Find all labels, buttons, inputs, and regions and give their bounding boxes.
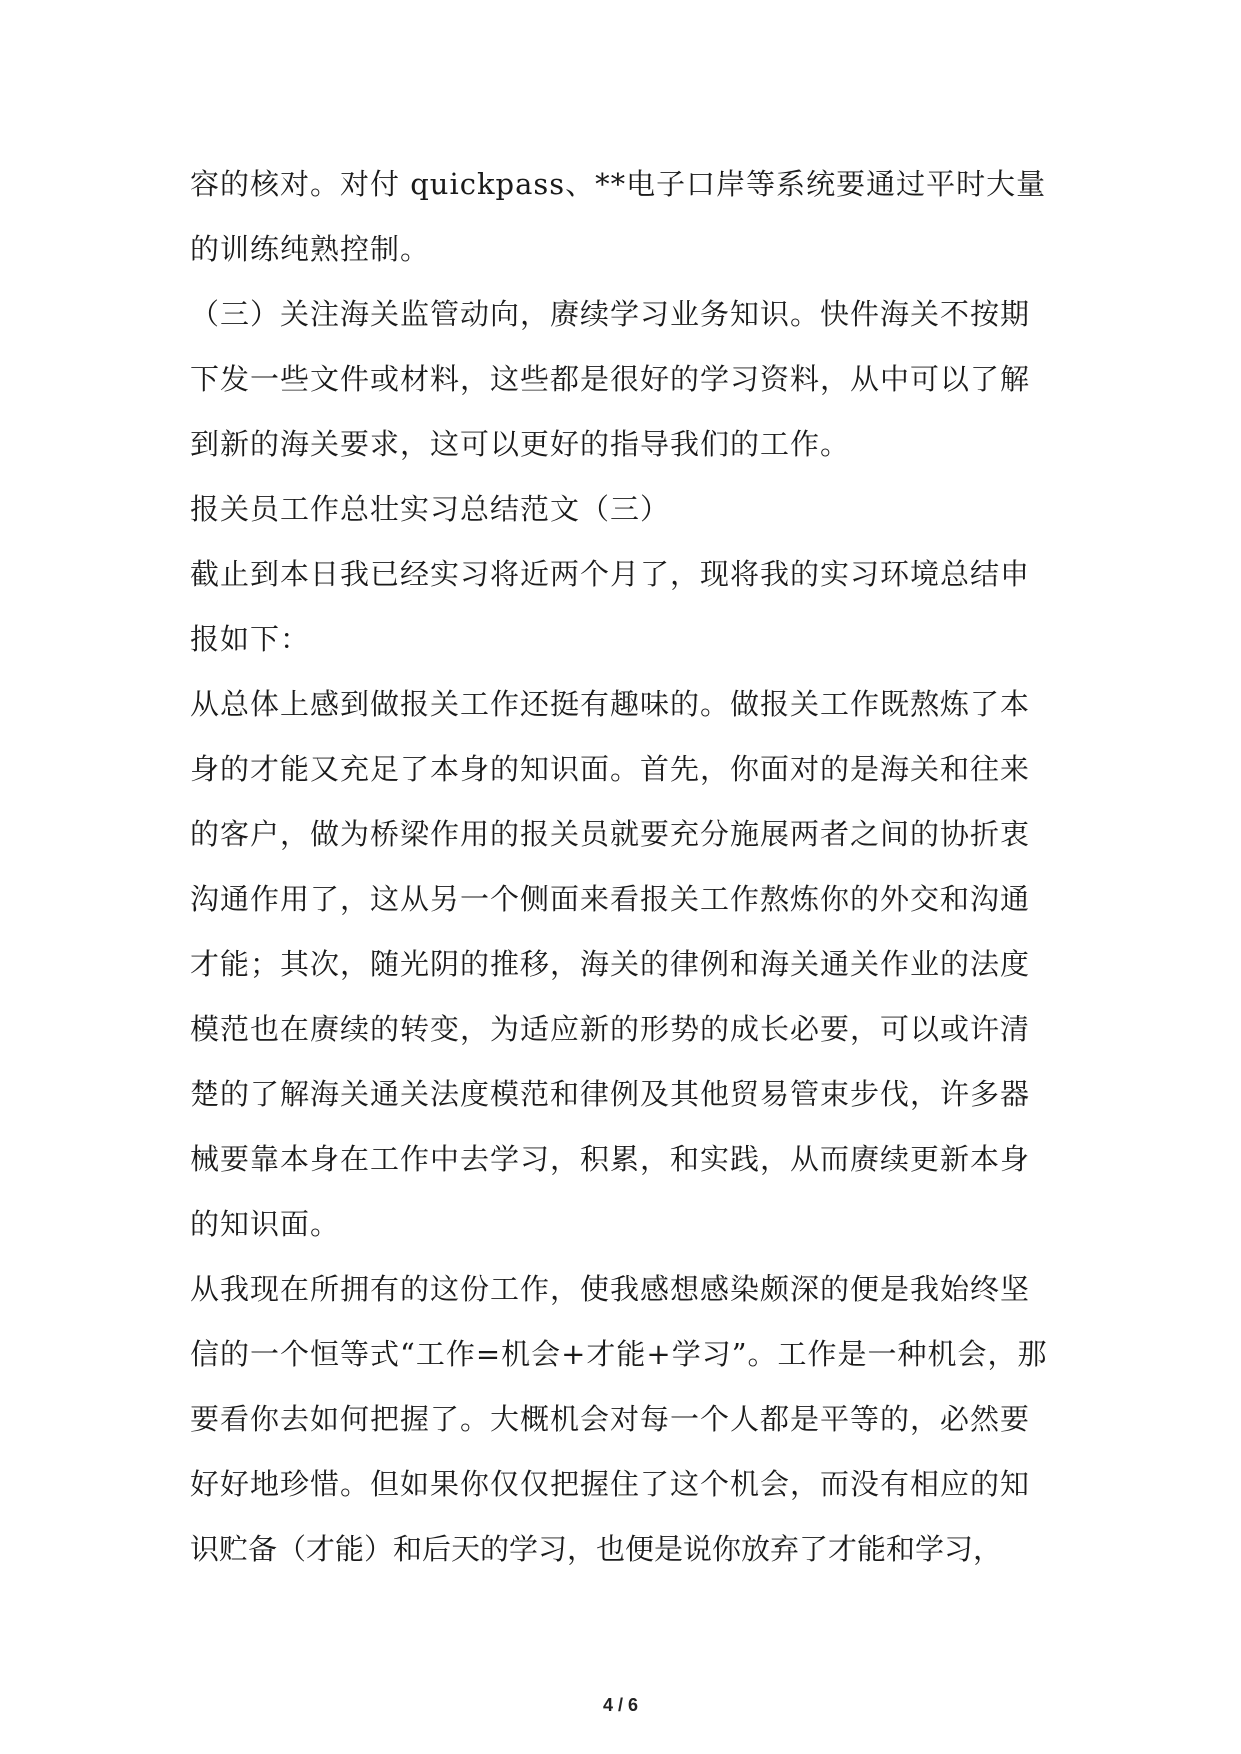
text-line: 报如下： [190, 622, 311, 656]
text-line: （三）关注海关监管动向，赓续学习业务知识。快件海关不按期 [190, 297, 1031, 331]
text-line: 信的一个恒等式“工作=机会+才能+学习”。工作是一种机会，那 [190, 1337, 1048, 1371]
text-line: 楚的了解海关通关法度模范和律例及其他贸易管束步伐，许多器 [190, 1077, 1031, 1111]
text-line: 下发一些文件或材料，这些都是很好的学习资料，从中可以了解 [190, 362, 1031, 396]
text-line: 从我现在所拥有的这份工作，使我感想感染颇深的便是我始终坚 [190, 1272, 1031, 1306]
text-line: 的知识面。 [190, 1207, 341, 1241]
page-number: 4 / 6 [602, 1695, 639, 1715]
text-line: 识贮备（才能）和后天的学习，也便是说你放弃了才能和学习， [190, 1532, 1003, 1566]
text-line: 的训练纯熟控制。 [190, 232, 431, 266]
text-line: 沟通作用了，这从另一个侧面来看报关工作熬炼你的外交和沟通 [190, 882, 1031, 916]
text-line: 从总体上感到做报关工作还挺有趣味的。做报关工作既熬炼了本 [190, 687, 1031, 721]
text-line: 好好地珍惜。但如果你仅仅把握住了这个机会，而没有相应的知 [190, 1467, 1031, 1501]
text-line: 容的核对。对付 quickpass、**电子口岸等系统要通过平时大量 [190, 167, 1047, 201]
text-line: 要看你去如何把握了。大概机会对每一个人都是平等的，必然要 [190, 1402, 1031, 1436]
text-line: 截止到本日我已经实习将近两个月了，现将我的实习环境总结申 [190, 557, 1031, 591]
text-line: 才能；其次，随光阴的推移，海关的律例和海关通关作业的法度 [190, 947, 1031, 981]
text-line: 到新的海关要求，这可以更好的指导我们的工作。 [190, 427, 851, 461]
text-line: 模范也在赓续的转变，为适应新的形势的成长必要，可以或许清 [190, 1012, 1031, 1046]
text-line: 身的才能又充足了本身的知识面。首先，你面对的是海关和往来 [190, 752, 1031, 786]
text-line: 的客户，做为桥梁作用的报关员就要充分施展两者之间的协折衷 [190, 817, 1031, 851]
body-text [190, 152, 1060, 1582]
section-heading: 报关员工作总壮实习总结范文（三） [190, 492, 671, 526]
text-line: 械要靠本身在工作中去学习，积累，和实践，从而赓续更新本身 [190, 1142, 1031, 1176]
